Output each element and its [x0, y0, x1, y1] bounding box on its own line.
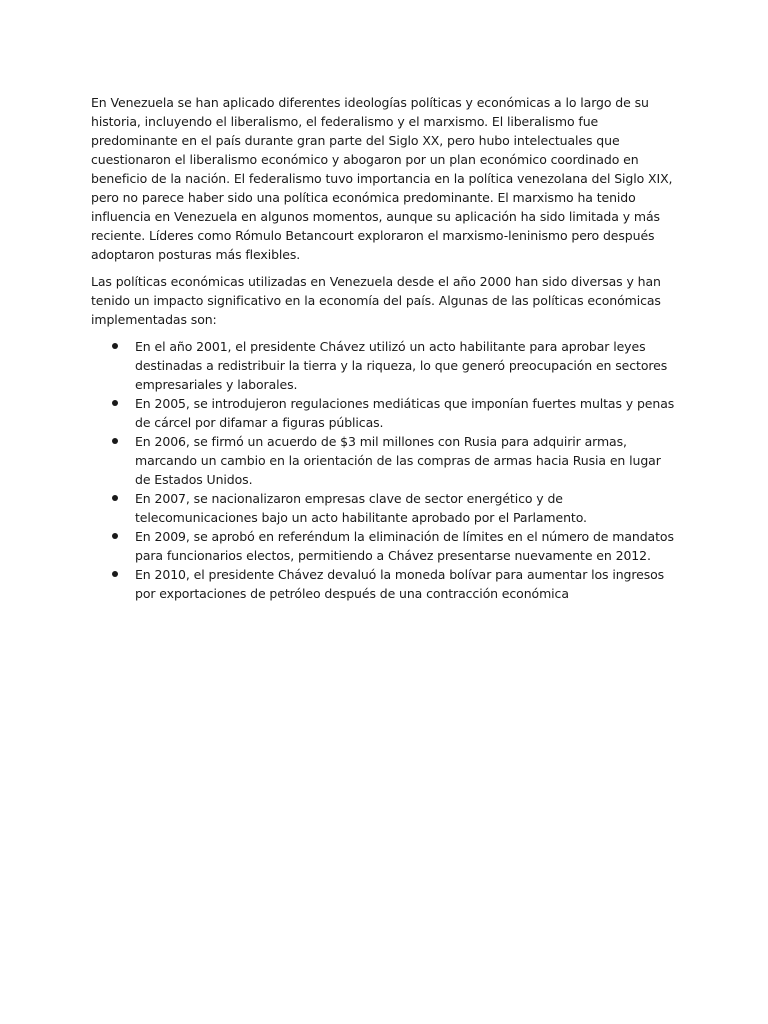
bullet-icon [112, 343, 118, 349]
list-item-text: En 2005, se introdujeron regulaciones mediáticas que imponían fuertes multas y penas de cárcel por difamar a figuras públicas. [135, 396, 675, 430]
bullet-icon [112, 533, 118, 539]
policies-paragraph: Las políticas económicas utilizadas en Venezuela desde el año 2000 han sido diversas y han tenido un impacto significativo en la economía del país. Algunas de las políticas económicas implementadas son: [91, 274, 661, 327]
list-item [91, 527, 676, 565]
list-item-text: En 2010, el presidente Chávez devaluó la moneda bolívar para aumentar los ingresos por exportaciones de petróleo después de una contracción económica [135, 567, 665, 601]
bullet-icon [112, 495, 118, 501]
list-item-text: En el año 2001, el presidente Chávez utilizó un acto habilitante para aprobar leyes destinadas a redistribuir la tierra y la riqueza, lo que generó preocupación en sectores empresariales y laborales. [135, 339, 668, 392]
list-item [91, 432, 676, 489]
list-item [91, 394, 676, 432]
bullet-icon [112, 571, 118, 577]
list-item-text: En 2006, se firmó un acuerdo de $3 mil millones con Rusia para adquirir armas, marcando un cambio en la orientación de las compras de armas hacia Rusia en lugar de Estados Unidos. [135, 434, 661, 487]
intro-paragraph: En Venezuela se han aplicado diferentes ideologías políticas y económicas a lo largo de su historia, incluyendo el liberalismo, el federalismo y el marxismo. El liberalismo fue predominante en el país durante gran parte del Siglo XX, pero hubo intelectuales que cuestionaron el liberalismo económico y abogaron por un plan económico coordinado en beneficio de la nación. El federalismo tuvo importancia en la política venezolana del Siglo XIX, pero no parece haber sido una política económica predominante. El marxismo ha tenido influencia en Venezuela en algunos momentos, aunque su aplicación ha sido limitada y más reciente. Líderes como Rómulo Betancourt exploraron el marxismo-leninismo pero después adoptaron posturas más flexibles. [91, 95, 673, 262]
policy-list [91, 337, 676, 603]
bullet-icon [112, 400, 118, 406]
bullet-icon [112, 438, 118, 444]
list-item-text: En 2007, se nacionalizaron empresas clave de sector energético y de telecomunicaciones bajo un acto habilitante aprobado por el Parlamento. [135, 491, 587, 525]
list-item [91, 489, 676, 527]
list-item [91, 337, 676, 394]
list-item [91, 565, 676, 603]
document-page [91, 93, 676, 603]
list-item-text: En 2009, se aprobó en referéndum la eliminación de límites en el número de mandatos para funcionarios electos, permitiendo a Chávez presentarse nuevamente en 2012. [135, 529, 674, 563]
